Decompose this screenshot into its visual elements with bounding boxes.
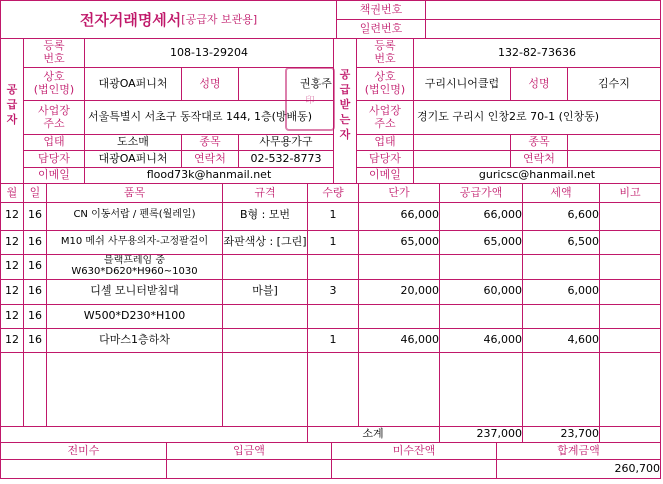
- cell-m: 12: [5, 308, 19, 322]
- grid-vline: [599, 426, 600, 442]
- receiver-email-label: 이메일: [369, 168, 401, 182]
- receiver-tel-label: 연락처: [523, 151, 555, 165]
- cell-d: 16: [28, 283, 42, 297]
- cell-supply: [440, 304, 526, 328]
- receiver-biz-label: 업태: [374, 135, 396, 149]
- subtotal-supply: 237,000: [476, 427, 522, 441]
- grid-vline: [84, 38, 85, 183]
- cell-supply: 60,000: [483, 283, 522, 297]
- supplier-tel-label: 연락처: [194, 151, 226, 165]
- grid-hline: [1, 328, 660, 329]
- unpaid-balance-label: 미수잔액: [392, 443, 436, 457]
- grid-hline: [356, 167, 660, 168]
- cell-item: CN 이동서랍 / 펜록(월레일): [73, 209, 196, 221]
- grid-hline: [1, 202, 660, 203]
- supplier-rep: 권홍주: [300, 76, 332, 90]
- grid-hline: [23, 150, 333, 151]
- receiver-side-label: [334, 39, 356, 169]
- cell-supply: [440, 254, 526, 278]
- supplier-email: flood73k@hanmail.net: [146, 168, 272, 182]
- cell-qty: 1: [329, 207, 337, 221]
- cell-supply: 65,000: [483, 234, 522, 248]
- grid-hline: [23, 134, 333, 135]
- grid-hline: [1, 279, 660, 280]
- cell-price: 46,000: [400, 332, 439, 346]
- supplier-mgr: 대광OA퍼니처: [98, 151, 168, 165]
- cell-price: 66,000: [400, 207, 439, 221]
- receiver-name: 구리시니어클럽: [424, 76, 500, 90]
- grid-hline: [23, 167, 333, 168]
- supplier-item-label: 종목: [199, 135, 221, 149]
- grid-vline: [181, 67, 182, 101]
- receiver-rep: 김수지: [598, 76, 630, 90]
- cell-price: 65,000: [400, 234, 439, 248]
- col-header-tax: 세액: [550, 185, 572, 199]
- supplier-email-label: 이메일: [38, 168, 70, 182]
- cell-price: [359, 254, 443, 278]
- receiver-item: [568, 135, 660, 150]
- receiver-side-char: 자: [339, 127, 351, 141]
- grid-vline: [425, 1, 426, 38]
- supplier-biz: 도소매: [117, 135, 149, 149]
- receiver-reg-no: 132-82-73636: [498, 45, 576, 59]
- supplier-name-label: 상호 (법인명): [33, 70, 75, 96]
- cell-spec: B형 : 모번: [239, 207, 291, 221]
- title-sub: [공급자 보관용]: [181, 13, 258, 26]
- grid-hline: [1, 230, 660, 231]
- book-number-value: [426, 1, 660, 19]
- cell-supply: 66,000: [483, 207, 522, 221]
- supplier-mgr-label: 담당자: [38, 151, 70, 165]
- receiver-addr-label: 사업장 주소: [369, 103, 401, 130]
- items-table-body: [1, 203, 661, 423]
- col-header-day: 일: [29, 185, 41, 199]
- grid-hline: [1, 459, 660, 460]
- grid-vline: [238, 67, 239, 101]
- cell-m: 12: [5, 234, 19, 248]
- cell-tax: [523, 254, 603, 278]
- receiver-biz: [414, 135, 510, 150]
- supplier-side-label: [1, 39, 23, 169]
- grid-hline: [1, 352, 660, 353]
- supplier-side-char: 공: [6, 82, 18, 96]
- receiver-item-label: 종목: [528, 135, 550, 149]
- cell-tax: [523, 304, 603, 328]
- deposit-label: 입금액: [233, 443, 265, 457]
- cell-price: [359, 304, 443, 328]
- cell-price: 20,000: [400, 283, 439, 297]
- receiver-side-char: 받: [339, 97, 351, 111]
- col-header-supply: 공급가액: [459, 185, 503, 199]
- receiver-email: guricsc@hanmail.net: [478, 168, 596, 182]
- cell-note: [600, 328, 660, 352]
- grid-hline: [1, 183, 660, 184]
- grid-vline: [522, 426, 523, 442]
- cell-qty: [308, 254, 358, 278]
- cell-item: M10 메쉬 사무용의자-고정팔걸이: [60, 236, 209, 248]
- cell-m: 12: [5, 258, 19, 272]
- subtotal-label: 소계: [362, 427, 384, 441]
- grid-hline: [356, 67, 660, 68]
- cell-qty: 3: [329, 283, 337, 297]
- receiver-side-char: 공: [339, 67, 351, 81]
- cell-d: 16: [28, 308, 42, 322]
- cell-d: 16: [28, 207, 42, 221]
- serial-number-value: [426, 20, 660, 38]
- supplier-item: 사무용가구: [259, 135, 313, 149]
- cell-item: W500*D230*H100: [83, 308, 186, 322]
- col-header-qty: 수량: [322, 185, 344, 199]
- grid-vline: [333, 38, 334, 183]
- cell-qty: [308, 304, 358, 328]
- cell-note: [600, 203, 660, 227]
- grid-vline: [166, 442, 167, 478]
- supplier-biz-label: 업태: [43, 135, 65, 149]
- grid-hline: [1, 426, 660, 427]
- cell-m: 12: [5, 332, 19, 346]
- cell-spec: [223, 304, 307, 328]
- grid-hline: [356, 134, 660, 135]
- col-header-price: 단가: [388, 185, 410, 199]
- prev-unpaid-label: 전미수: [67, 443, 100, 457]
- title-main: 전자거래명세서: [79, 10, 182, 29]
- company-seal-stamp: [285, 67, 335, 131]
- grid-hline: [23, 100, 333, 101]
- grid-hline: [356, 100, 660, 101]
- serial-number-label: 일련번호: [359, 21, 403, 35]
- grid-vline: [356, 38, 357, 183]
- supplier-name: 대광OA퍼니처: [98, 76, 168, 90]
- grid-vline: [439, 426, 440, 442]
- receiver-rep-label: 성명: [528, 76, 550, 90]
- book-number-label: 책권번호: [359, 2, 403, 16]
- receiver-name-label: 상호 (법인명): [364, 70, 406, 96]
- supplier-tel: 02-532-8773: [250, 151, 322, 165]
- supplier-side-char: 급: [6, 97, 18, 111]
- cell-m: 12: [5, 207, 19, 221]
- grid-hline: [1, 304, 660, 305]
- col-header-item: 품목: [123, 185, 146, 199]
- receiver-side-char: 급: [339, 82, 351, 96]
- cell-spec: 마블]: [252, 283, 278, 297]
- col-header-spec: 규격: [254, 185, 276, 199]
- receiver-side-char: 는: [339, 112, 351, 126]
- grand-total-label: 합계금액: [557, 443, 600, 457]
- receiver-mgr-label: 담당자: [369, 151, 401, 165]
- cell-item: 디셀 모니터받침대: [90, 283, 179, 297]
- prev-unpaid-value: [1, 460, 170, 478]
- cell-tax: 6,600: [567, 207, 599, 221]
- cell-item: 다마스1층하차: [99, 332, 170, 346]
- cell-note: [600, 230, 660, 254]
- cell-d: 16: [28, 332, 42, 346]
- grid-vline: [23, 38, 24, 183]
- cell-tax: 4,600: [567, 332, 599, 346]
- supplier-reg-label: 등록 번호: [43, 39, 65, 65]
- grid-hline: [1, 38, 660, 39]
- document-title: [1, 1, 336, 37]
- cell-spec: 좌판색상 : [그린]: [223, 234, 307, 248]
- cell-qty: 1: [329, 234, 337, 248]
- grid-vline: [567, 67, 568, 101]
- grid-vline: [510, 67, 511, 101]
- receiver-mgr: [414, 151, 510, 167]
- cell-note: [600, 254, 660, 278]
- cell-item: 블랙프레임 중 W630*D620*H960~1030: [71, 254, 198, 277]
- cell-d: 16: [28, 234, 42, 248]
- supplier-addr-label: 사업장 주소: [38, 103, 70, 130]
- col-header-note: 비고: [619, 185, 641, 199]
- cell-m: 12: [5, 283, 19, 297]
- grid-vline: [413, 38, 414, 183]
- grid-hline: [356, 150, 660, 151]
- cell-supply: 46,000: [483, 332, 522, 346]
- supplier-reg-no: 108-13-29204: [170, 45, 248, 59]
- cell-spec: [223, 328, 307, 352]
- grid-hline: [23, 67, 333, 68]
- subtotal-tax: 23,700: [560, 427, 599, 441]
- cell-note: [600, 279, 660, 303]
- cell-d: 16: [28, 258, 42, 272]
- grid-hline: [336, 19, 660, 20]
- supplier-rep-label: 성명: [199, 76, 221, 90]
- grid-vline: [307, 426, 308, 442]
- cell-tax: 6,000: [567, 283, 599, 297]
- cell-spec: [223, 254, 307, 278]
- receiver-addr: 경기도 구리시 인창2로 70-1 (인창동): [417, 110, 600, 124]
- receiver-tel: [568, 151, 660, 167]
- supplier-side-char: 자: [6, 112, 18, 126]
- cell-tax: 6,500: [567, 234, 599, 248]
- cell-note: [600, 304, 660, 328]
- grand-total-value: 260,700: [614, 461, 660, 475]
- grid-hline: [1, 254, 660, 255]
- col-header-month: 월: [6, 185, 18, 199]
- receiver-reg-label: 등록 번호: [374, 39, 396, 65]
- grid-vline: [331, 442, 332, 478]
- unpaid-balance-value: [332, 460, 500, 478]
- supplier-addr: 서울특별시 서초구 동작대로 144, 1층(방배동): [88, 110, 313, 124]
- cell-qty: 1: [329, 332, 337, 346]
- grid-vline: [496, 442, 497, 478]
- deposit-value: [167, 460, 335, 478]
